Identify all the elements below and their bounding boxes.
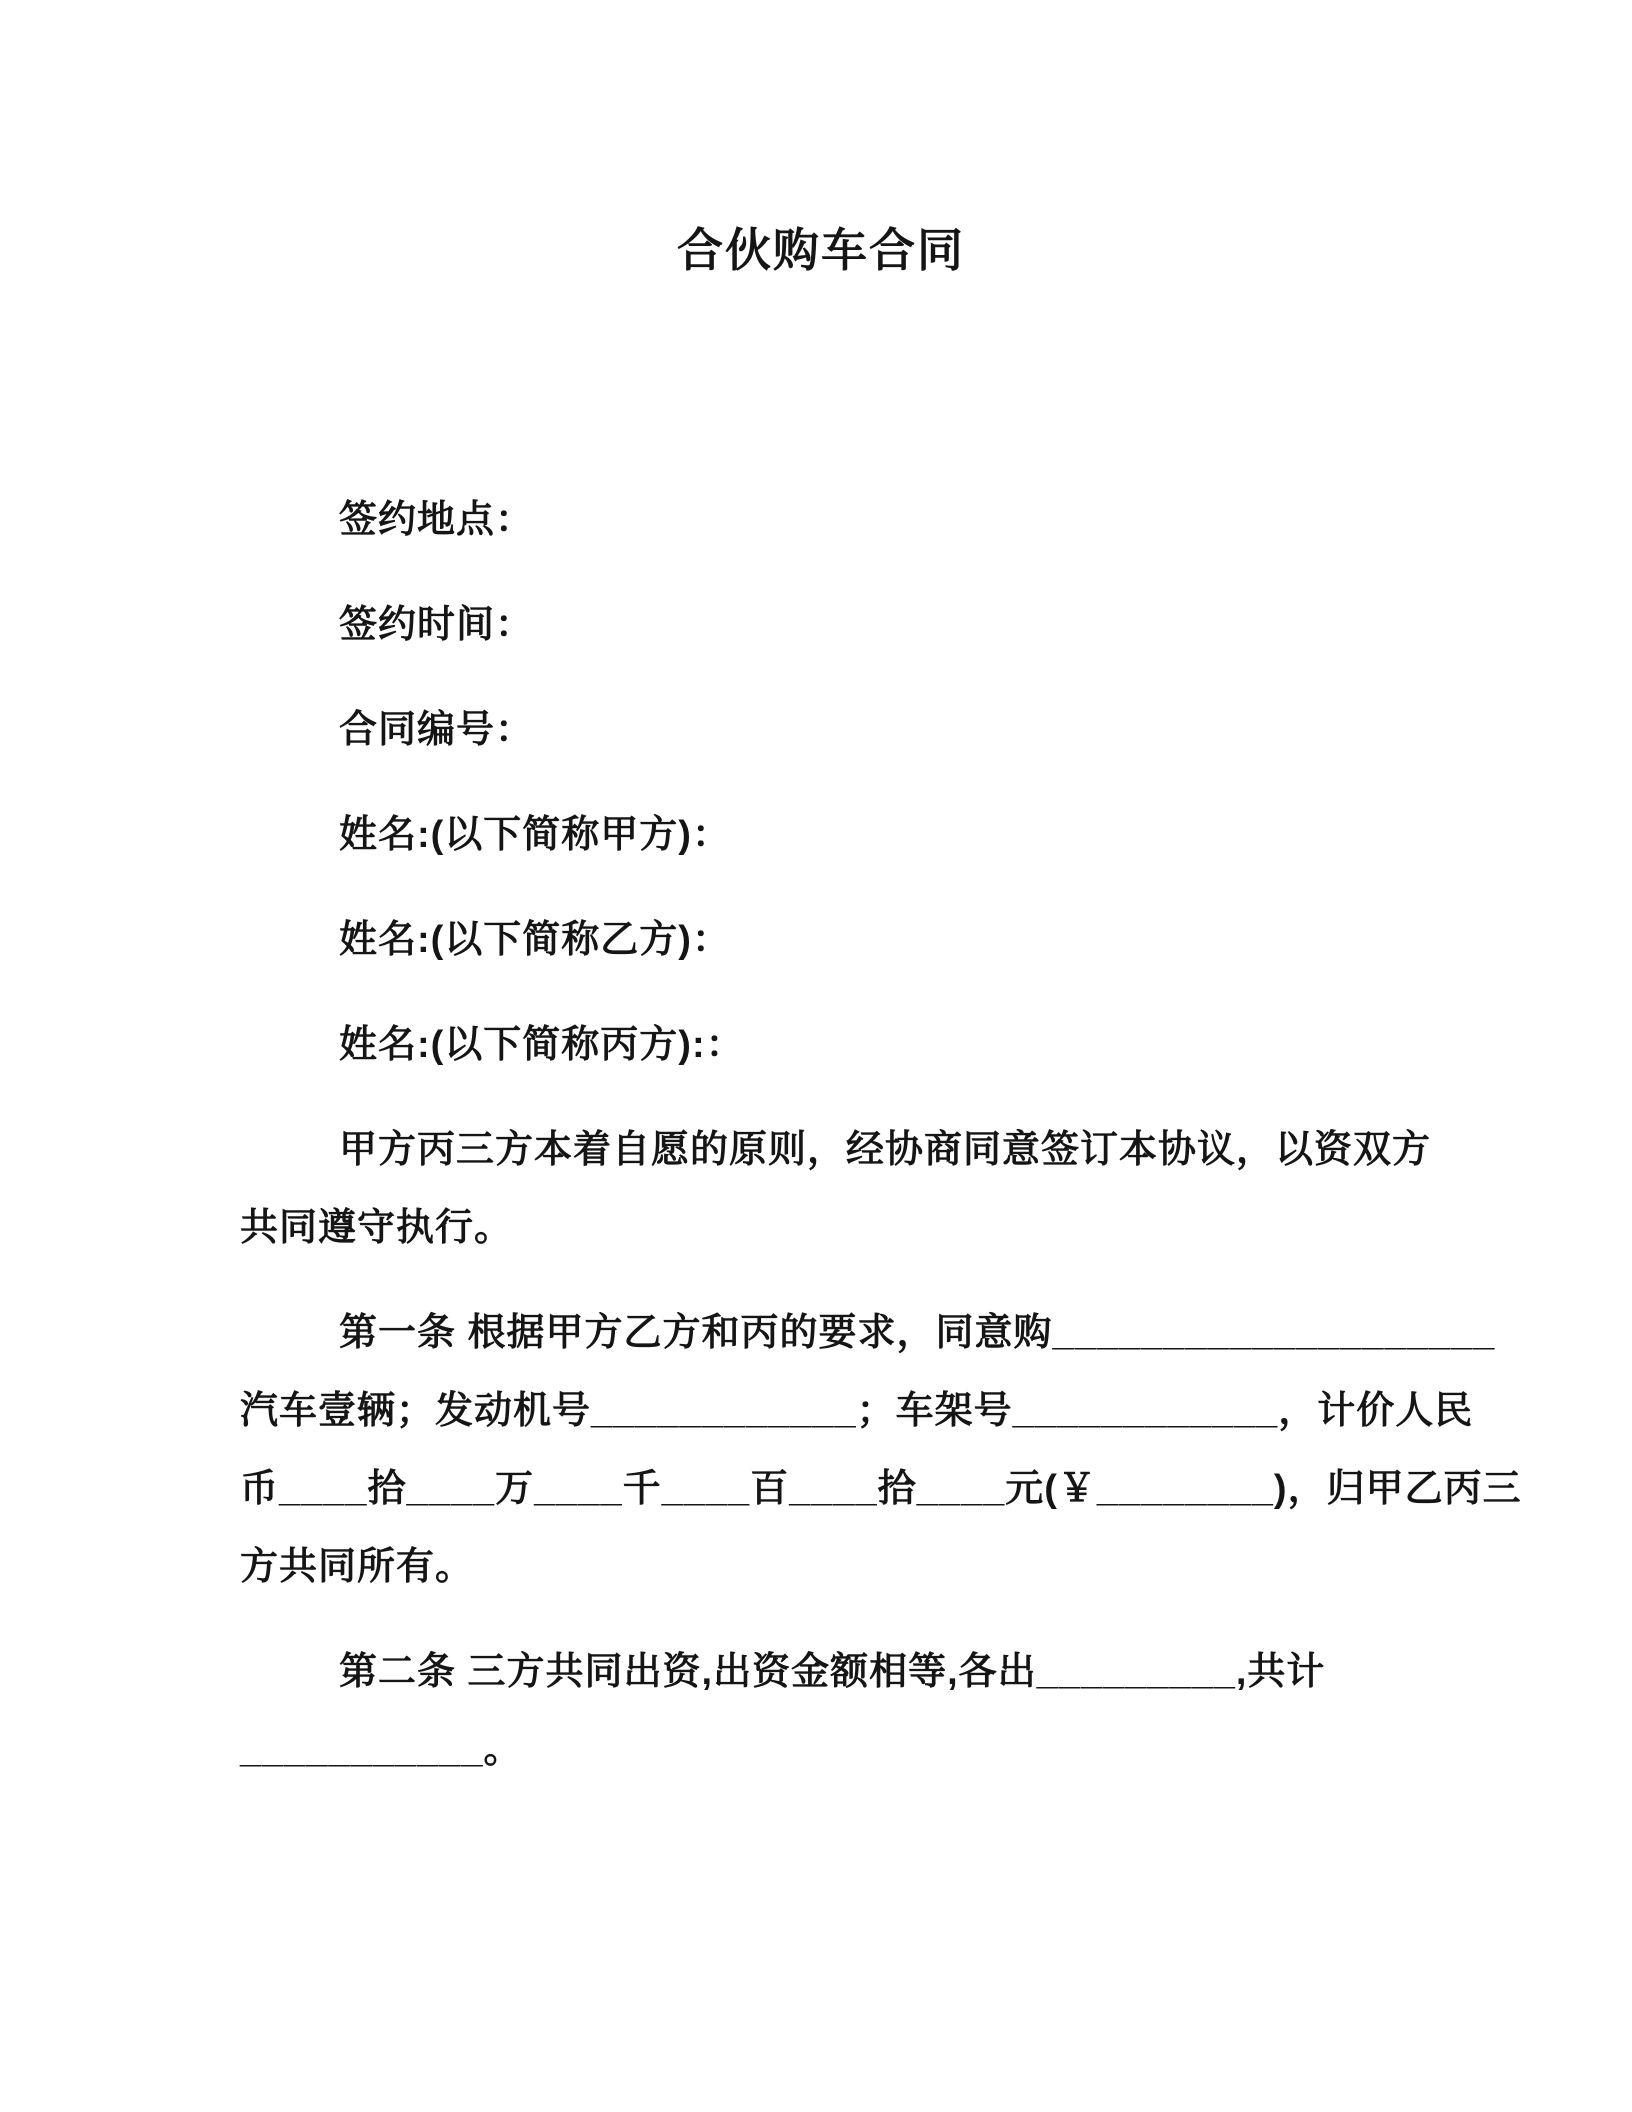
article-1-line-2: 汽车壹辆；发动机号____________；车架号____________，计价人民: [240, 1390, 1474, 1432]
preamble-paragraph: [240, 1111, 1432, 1267]
article-2-line-2: ___________。: [240, 1729, 523, 1771]
document-title: 合伙购车合同: [677, 224, 965, 276]
preamble-line-2: 共同遵守执行。: [240, 1207, 514, 1249]
signing-location-paragraph: [240, 481, 1402, 559]
party-c-name-paragraph: [240, 1006, 1402, 1084]
party-a-name-paragraph: [240, 796, 1402, 874]
document-body: [240, 481, 1522, 1789]
party-b-name-label: 姓名:(以下简称乙方)：: [339, 919, 731, 961]
contract-number-paragraph: [240, 691, 1402, 769]
article-1-line-4: 方共同所有。: [240, 1546, 475, 1588]
party-a-name-label: 姓名:(以下简称甲方)：: [339, 814, 731, 856]
signing-time-label: 签约时间：: [339, 604, 535, 646]
party-b-name-paragraph: [240, 901, 1402, 979]
party-c-name-label: 姓名:(以下简称丙方):：: [339, 1024, 745, 1066]
contract-number-label: 合同编号：: [339, 709, 535, 751]
signing-time-paragraph: [240, 586, 1402, 664]
article-1-line-3: 币____拾____万____千____百____拾____元(￥________)，归甲乙丙三: [240, 1468, 1522, 1510]
article-1-paragraph: [240, 1294, 1522, 1606]
article-2-paragraph: [240, 1633, 1402, 1789]
article-2-line-1: 第二条 三方共同出资,出资金额相等,各出_________,共计: [339, 1651, 1326, 1693]
article-1-line-1: 第一条 根据甲方乙方和丙的要求，同意购____________________: [339, 1312, 1496, 1354]
signing-location-label: 签约地点：: [339, 499, 535, 541]
preamble-line-1: 甲方丙三方本着自愿的原则，经协商同意签订本协议，以资双方: [339, 1129, 1432, 1171]
